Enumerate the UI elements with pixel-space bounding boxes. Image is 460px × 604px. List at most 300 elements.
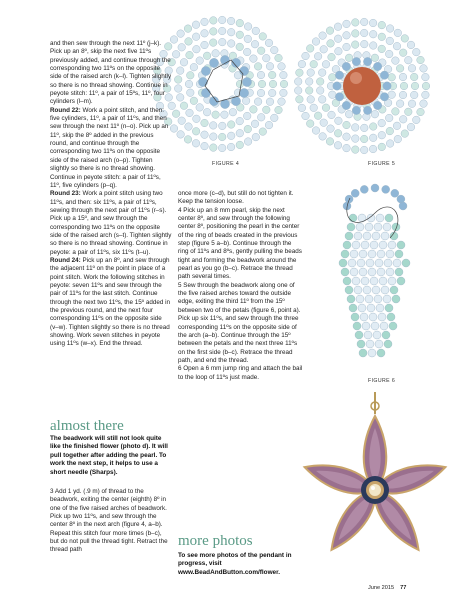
loop-bead <box>397 277 405 285</box>
loop-bead <box>365 295 373 303</box>
bead <box>210 17 218 25</box>
loop-bead <box>339 259 347 267</box>
bead <box>378 45 386 53</box>
bead <box>393 42 401 50</box>
inner-ring-bead <box>201 66 210 75</box>
bead <box>176 94 184 102</box>
pearl-ring-bead <box>373 101 381 109</box>
bead <box>236 129 244 137</box>
flower-pendant-photo <box>295 392 455 572</box>
loop-bead <box>348 259 356 267</box>
bead <box>236 117 244 125</box>
bead <box>254 63 262 71</box>
bead <box>172 51 180 59</box>
bead <box>335 47 343 55</box>
bead <box>352 146 360 154</box>
loop-bead <box>352 241 360 249</box>
bead <box>328 111 336 119</box>
bead <box>369 123 377 131</box>
loop-bead <box>380 322 388 330</box>
bead <box>192 33 200 41</box>
bead <box>218 27 226 35</box>
bead <box>259 128 267 136</box>
bead <box>345 110 353 118</box>
bead <box>422 82 430 90</box>
loop-bead <box>374 223 382 231</box>
bead <box>314 53 322 61</box>
bead <box>369 145 377 153</box>
bead <box>371 110 379 118</box>
bead <box>298 60 306 68</box>
bead <box>201 119 209 127</box>
loop-bead <box>368 349 376 357</box>
paragraph: 5 Sew through the beadwork along one of the five raised arches toward the outside edge, exiting the third 11º from the 15º between two of the petals (figure 6, point a). Pick up six 11ºs, and sew through the three corresponding 11ºs on the opposite side of the arch (a–b). Continue through the 15º between the petals and the next three 11ºs on the first side (b–c). Retrace the thread path, and end the thread. <box>178 281 301 364</box>
bead <box>343 32 351 40</box>
bead <box>210 144 218 152</box>
bead <box>343 43 351 51</box>
bead <box>401 130 409 138</box>
bead <box>302 52 310 60</box>
loop-bead <box>384 340 392 348</box>
bead <box>316 87 324 95</box>
loop-bead <box>367 304 375 312</box>
loop-bead <box>359 250 367 258</box>
bead <box>250 106 258 114</box>
bead <box>407 123 415 131</box>
bead <box>378 21 386 29</box>
figure-5-label: FIGURE 5 <box>368 161 396 167</box>
bead <box>257 114 265 122</box>
bead <box>422 91 430 99</box>
loop-bead <box>361 277 369 285</box>
loop-bead <box>388 241 396 249</box>
bead <box>180 59 188 67</box>
pearl-ring-bead <box>363 106 371 114</box>
bead <box>201 41 209 49</box>
bead <box>174 85 182 93</box>
bead <box>343 20 351 28</box>
loop-bead <box>388 277 396 285</box>
bead <box>242 97 250 105</box>
loop-bead <box>357 340 365 348</box>
pearl-ring-bead <box>352 57 360 65</box>
bead <box>393 122 401 130</box>
bead <box>306 45 314 53</box>
bead <box>294 78 302 86</box>
bead <box>352 135 360 143</box>
bead <box>185 123 193 131</box>
loop-bead <box>358 304 366 312</box>
bead <box>399 49 407 57</box>
loop-top-bead <box>382 185 390 193</box>
bead <box>320 46 328 54</box>
bead <box>227 121 235 129</box>
loop-bead <box>387 313 395 321</box>
loop-top-bead <box>351 189 359 197</box>
bead <box>334 23 342 31</box>
bead <box>407 41 415 49</box>
loop-bead <box>384 259 392 267</box>
bead <box>210 133 218 141</box>
bead <box>386 140 394 148</box>
loop-bead <box>356 295 364 303</box>
bead <box>265 39 273 47</box>
pearl-ring-bead <box>383 82 391 90</box>
bead <box>385 50 393 58</box>
bead <box>193 115 201 123</box>
bead <box>410 73 418 81</box>
loop-bead <box>374 295 382 303</box>
loop-bead <box>382 331 390 339</box>
bead <box>369 42 377 50</box>
bead <box>243 112 251 120</box>
figure-5-diagram <box>300 4 430 154</box>
loop-bead <box>381 232 389 240</box>
bead <box>257 89 265 97</box>
bead <box>258 80 266 88</box>
bead <box>394 29 402 37</box>
bead <box>227 40 235 48</box>
bead <box>271 114 279 122</box>
bead <box>314 112 322 120</box>
loop-bead <box>369 313 377 321</box>
bead <box>201 18 209 26</box>
bead <box>316 78 324 86</box>
bead <box>417 56 425 64</box>
bead <box>320 119 328 127</box>
bead <box>280 80 288 88</box>
bead <box>243 48 251 56</box>
bead <box>271 46 279 54</box>
bead <box>378 143 386 151</box>
bead <box>307 96 315 104</box>
bead <box>334 142 342 150</box>
bead <box>174 76 182 84</box>
bead <box>327 40 335 48</box>
bead <box>319 133 327 141</box>
loop-bead <box>372 232 380 240</box>
bead <box>275 54 283 62</box>
bead <box>322 104 330 112</box>
bead <box>305 87 313 95</box>
bead <box>176 67 184 75</box>
inner-ring-bead <box>240 88 249 97</box>
bead <box>329 91 337 99</box>
loop-bead <box>381 286 389 294</box>
loop-bead <box>392 295 400 303</box>
bead <box>386 25 394 33</box>
bead <box>278 63 286 71</box>
loop-bead <box>347 223 355 231</box>
bead <box>413 48 421 56</box>
loop-bead <box>373 331 381 339</box>
loop-bead <box>370 241 378 249</box>
bead <box>180 102 188 110</box>
more-photos-text[interactable]: To see more photos of the pendant in progress, visit www.BeadAndButton.com/flower. <box>178 552 292 576</box>
bead <box>420 65 428 73</box>
bead <box>298 104 306 112</box>
bead <box>360 135 368 143</box>
figure-6-diagram <box>320 178 430 373</box>
loop-bead <box>356 223 364 231</box>
bead <box>244 23 252 31</box>
bead <box>218 144 226 152</box>
bead <box>422 73 430 81</box>
bead <box>236 43 244 51</box>
bead <box>257 47 265 55</box>
figure-4-diagram <box>155 4 285 154</box>
pearl-ring-bead <box>335 93 343 101</box>
loop-bead <box>347 295 355 303</box>
bead <box>334 130 342 138</box>
bead <box>190 63 198 71</box>
loop-bead <box>357 259 365 267</box>
bead <box>244 125 252 133</box>
bead <box>178 44 186 52</box>
paragraph: and then sew through the next 11º (j–k). Pick up an 8º, skip the next five 11ºs previously added, and continue through the corresponding two 11ºs on the opposite side of the raised arch (k–l). Tighten slightly so there is no thread showing. Continue in peyote stitch: 11º, a pair of 15ºs, 11º, four cylinders (l–m). <box>50 40 172 106</box>
loop-bead <box>366 340 374 348</box>
bead <box>369 19 377 27</box>
bead <box>209 122 217 130</box>
almost-there-heading: almost there <box>50 418 124 434</box>
loop-top-bead <box>371 184 379 192</box>
left-text-column <box>50 40 172 349</box>
bead <box>306 120 314 128</box>
pearl-ring-bead <box>373 62 381 70</box>
loop-bead <box>359 349 367 357</box>
bead <box>417 108 425 116</box>
bead <box>328 53 336 61</box>
loop-bead <box>368 268 376 276</box>
bead <box>280 89 288 97</box>
bead <box>343 121 351 129</box>
bead <box>268 89 276 97</box>
loop-bead <box>345 286 353 294</box>
loop-bead <box>379 277 387 285</box>
bead <box>388 74 396 82</box>
bead <box>294 87 302 95</box>
bead <box>413 116 421 124</box>
loop-bead <box>383 223 391 231</box>
bead <box>351 41 359 49</box>
inner-ring-bead <box>209 58 218 67</box>
bead <box>360 29 368 37</box>
bead <box>318 69 326 77</box>
loop-bead <box>389 322 397 330</box>
bead <box>219 38 227 46</box>
loop-bead <box>385 214 393 222</box>
bead <box>227 143 235 151</box>
page-footer <box>368 585 406 591</box>
inner-ring-bead <box>198 77 207 86</box>
loop-bead <box>395 268 403 276</box>
loop-bead <box>354 232 362 240</box>
loop-bead <box>378 313 386 321</box>
bead <box>265 121 273 129</box>
paragraph: Round 23: Work a point stitch using two 11ºs, and then: six 11ºs, a pair of 11ºs, sewing through the next pair of 11ºs (r–s). Pick up a 15º, and sew through the corresponding two 11ºs on the opposite side of the raised arch (s–t). Tighten slightly so there is no thread showing. Continue in peyote: a pair of 11ºs, six 11ºs (t–u). <box>50 190 172 256</box>
bead <box>227 17 235 25</box>
almost-there-lead: The beadwork will still not look quite like the finished flower (photo d). It will pull together after adding the pearl. To work the next step, it helps to use a short needle (Sharps). <box>50 435 168 476</box>
loop-bead <box>372 286 380 294</box>
bead <box>343 133 351 141</box>
step-3: 3 Add 1 yd. (.9 m) of thread to the beadwork, exiting the center (eighth) 8º in one of the five raised arches of beadwork. Pick up two 11ºs, and sew through the center 8º in the next arch (figure 4, a–b). Repeat this stitch four more times (b–c), but do not pull the thread tight. Retract the thread path <box>50 488 168 554</box>
paragraph: once more (c–d), but still do not tighten it. Keep the tension loose. <box>178 190 294 206</box>
bead <box>369 134 377 142</box>
bead <box>218 16 226 24</box>
loop-bead <box>375 259 383 267</box>
bead <box>221 111 229 119</box>
bead <box>201 131 209 139</box>
pearl-ring-bead <box>363 57 371 65</box>
inner-ring-bead <box>201 88 210 97</box>
bead <box>266 98 274 106</box>
bead <box>184 25 192 33</box>
bead <box>278 98 286 106</box>
bead <box>236 141 244 149</box>
bead <box>335 117 343 125</box>
bead <box>259 33 267 41</box>
bead <box>203 108 211 116</box>
bead <box>212 111 220 119</box>
loop-bead <box>377 268 385 276</box>
bead <box>178 117 186 125</box>
bead <box>401 35 409 43</box>
loop-bead <box>361 241 369 249</box>
bead <box>210 28 218 36</box>
bead <box>212 50 220 58</box>
bead <box>385 114 393 122</box>
loop-bead <box>371 322 379 330</box>
loop-bead <box>354 286 362 294</box>
bead <box>254 98 262 106</box>
paragraph: 4 Pick up an 8 mm pearl, skip the next center 8º, and sew through the following center 8º, positioning the pearl in the center of the ring of beads created in the previous step (figure 5 a–b). Continue through the ring of 11ºs and 8ºs, gently pulling the beads tight and forming the beadwork around the pearl as you go (b–c). Retrace the thread path several times. <box>178 206 302 281</box>
bead <box>196 104 204 112</box>
pearl-ring-bead <box>380 71 388 79</box>
paragraph: Round 24: Pick up an 8º, and sew through the adjacent 11º on the point in place of a point stitch. Work the following stitches in peyote: seven 11ºs and sew through the pair of 11ºs for the last stitch. Continue through the next two 11ºs, the 15º added in the previous round, and the next four corresponding 11ºs on the opposite side (v–w). Tighten slightly so there is no thread showing. Work seven stitches in peyote using 11ºs (w–x). End the thread. <box>50 256 171 348</box>
loop-bead <box>350 268 358 276</box>
loop-bead <box>386 250 394 258</box>
bead <box>268 71 276 79</box>
bead <box>396 65 404 73</box>
loop-bead <box>343 277 351 285</box>
bead <box>334 35 342 43</box>
bead <box>250 55 258 63</box>
bead <box>305 78 313 86</box>
bead <box>177 131 185 139</box>
bead <box>312 127 320 135</box>
loop-top-bead <box>399 202 407 210</box>
bead <box>184 136 192 144</box>
bead <box>405 56 413 64</box>
loop-bead <box>397 241 405 249</box>
loop-bead <box>383 295 391 303</box>
loop-bead <box>375 340 383 348</box>
bead <box>193 45 201 53</box>
bead <box>196 57 204 65</box>
loop-bead <box>377 349 385 357</box>
bead <box>411 82 419 90</box>
loop-bead <box>363 232 371 240</box>
loop-bead <box>392 223 400 231</box>
bead <box>408 65 416 73</box>
loop-bead <box>360 313 368 321</box>
bead <box>392 108 400 116</box>
bead <box>386 127 394 135</box>
loop-bead <box>362 322 370 330</box>
bead <box>236 31 244 39</box>
bead <box>187 72 195 80</box>
bead <box>186 109 194 117</box>
bead <box>244 35 252 43</box>
loop-bead <box>351 313 359 321</box>
loop-top-bead <box>391 189 399 197</box>
bead <box>296 69 304 77</box>
bead <box>343 144 351 152</box>
page-number: 77 <box>400 585 407 591</box>
bead <box>326 138 334 146</box>
loop-bead <box>377 250 385 258</box>
bead <box>307 69 315 77</box>
bead <box>192 21 200 29</box>
bead <box>190 97 198 105</box>
bead <box>263 54 271 62</box>
bead <box>201 30 209 38</box>
loop-bead <box>352 277 360 285</box>
bead <box>310 60 318 68</box>
loop-bead <box>390 286 398 294</box>
issue-date: June 2015 <box>368 585 395 591</box>
pearl-ring-bead <box>335 71 343 79</box>
bead <box>229 108 237 116</box>
loop-bead <box>385 304 393 312</box>
bead <box>251 40 259 48</box>
loop-bead <box>365 223 373 231</box>
bead <box>394 135 402 143</box>
loop-bead <box>393 259 401 267</box>
bead <box>185 80 193 88</box>
bead <box>192 140 200 148</box>
paragraph: Round 22: Work a point stitch, and then: five cylinders, 11º, a pair of 11ºs, and then sew through the next 11º (n–o). Pick up an 11º, skip the 8º added in the previous round, and continue through the corresponding two 11ºs on the opposite side of the raised arch (o–p). Tighten slightly so there is no thread showing. Continue in peyote stitch: a pair of 11ºs, 11º, five cylinders (p–q). <box>50 106 169 189</box>
bead <box>400 82 408 90</box>
bead <box>408 100 416 108</box>
loop-top-bead <box>360 185 368 193</box>
bead <box>410 91 418 99</box>
bead <box>369 30 377 38</box>
loop-bead <box>370 277 378 285</box>
pearl-ring-bead <box>333 82 341 90</box>
bead <box>378 131 386 139</box>
loop-bead <box>355 331 363 339</box>
bead <box>318 96 326 104</box>
bead <box>378 119 386 127</box>
bead <box>203 52 211 60</box>
bead <box>361 124 369 132</box>
loop-bead <box>341 268 349 276</box>
bead <box>227 132 235 140</box>
inner-ring-bead <box>242 77 251 86</box>
bead <box>172 110 180 118</box>
bead <box>371 54 379 62</box>
loop-bead <box>366 259 374 267</box>
bead <box>244 138 252 146</box>
loop-bead <box>345 232 353 240</box>
pearl-ring-bead <box>342 62 350 70</box>
bead <box>420 100 428 108</box>
bead <box>360 18 368 26</box>
bead <box>257 71 265 79</box>
bead <box>209 39 217 47</box>
bead <box>345 54 353 62</box>
